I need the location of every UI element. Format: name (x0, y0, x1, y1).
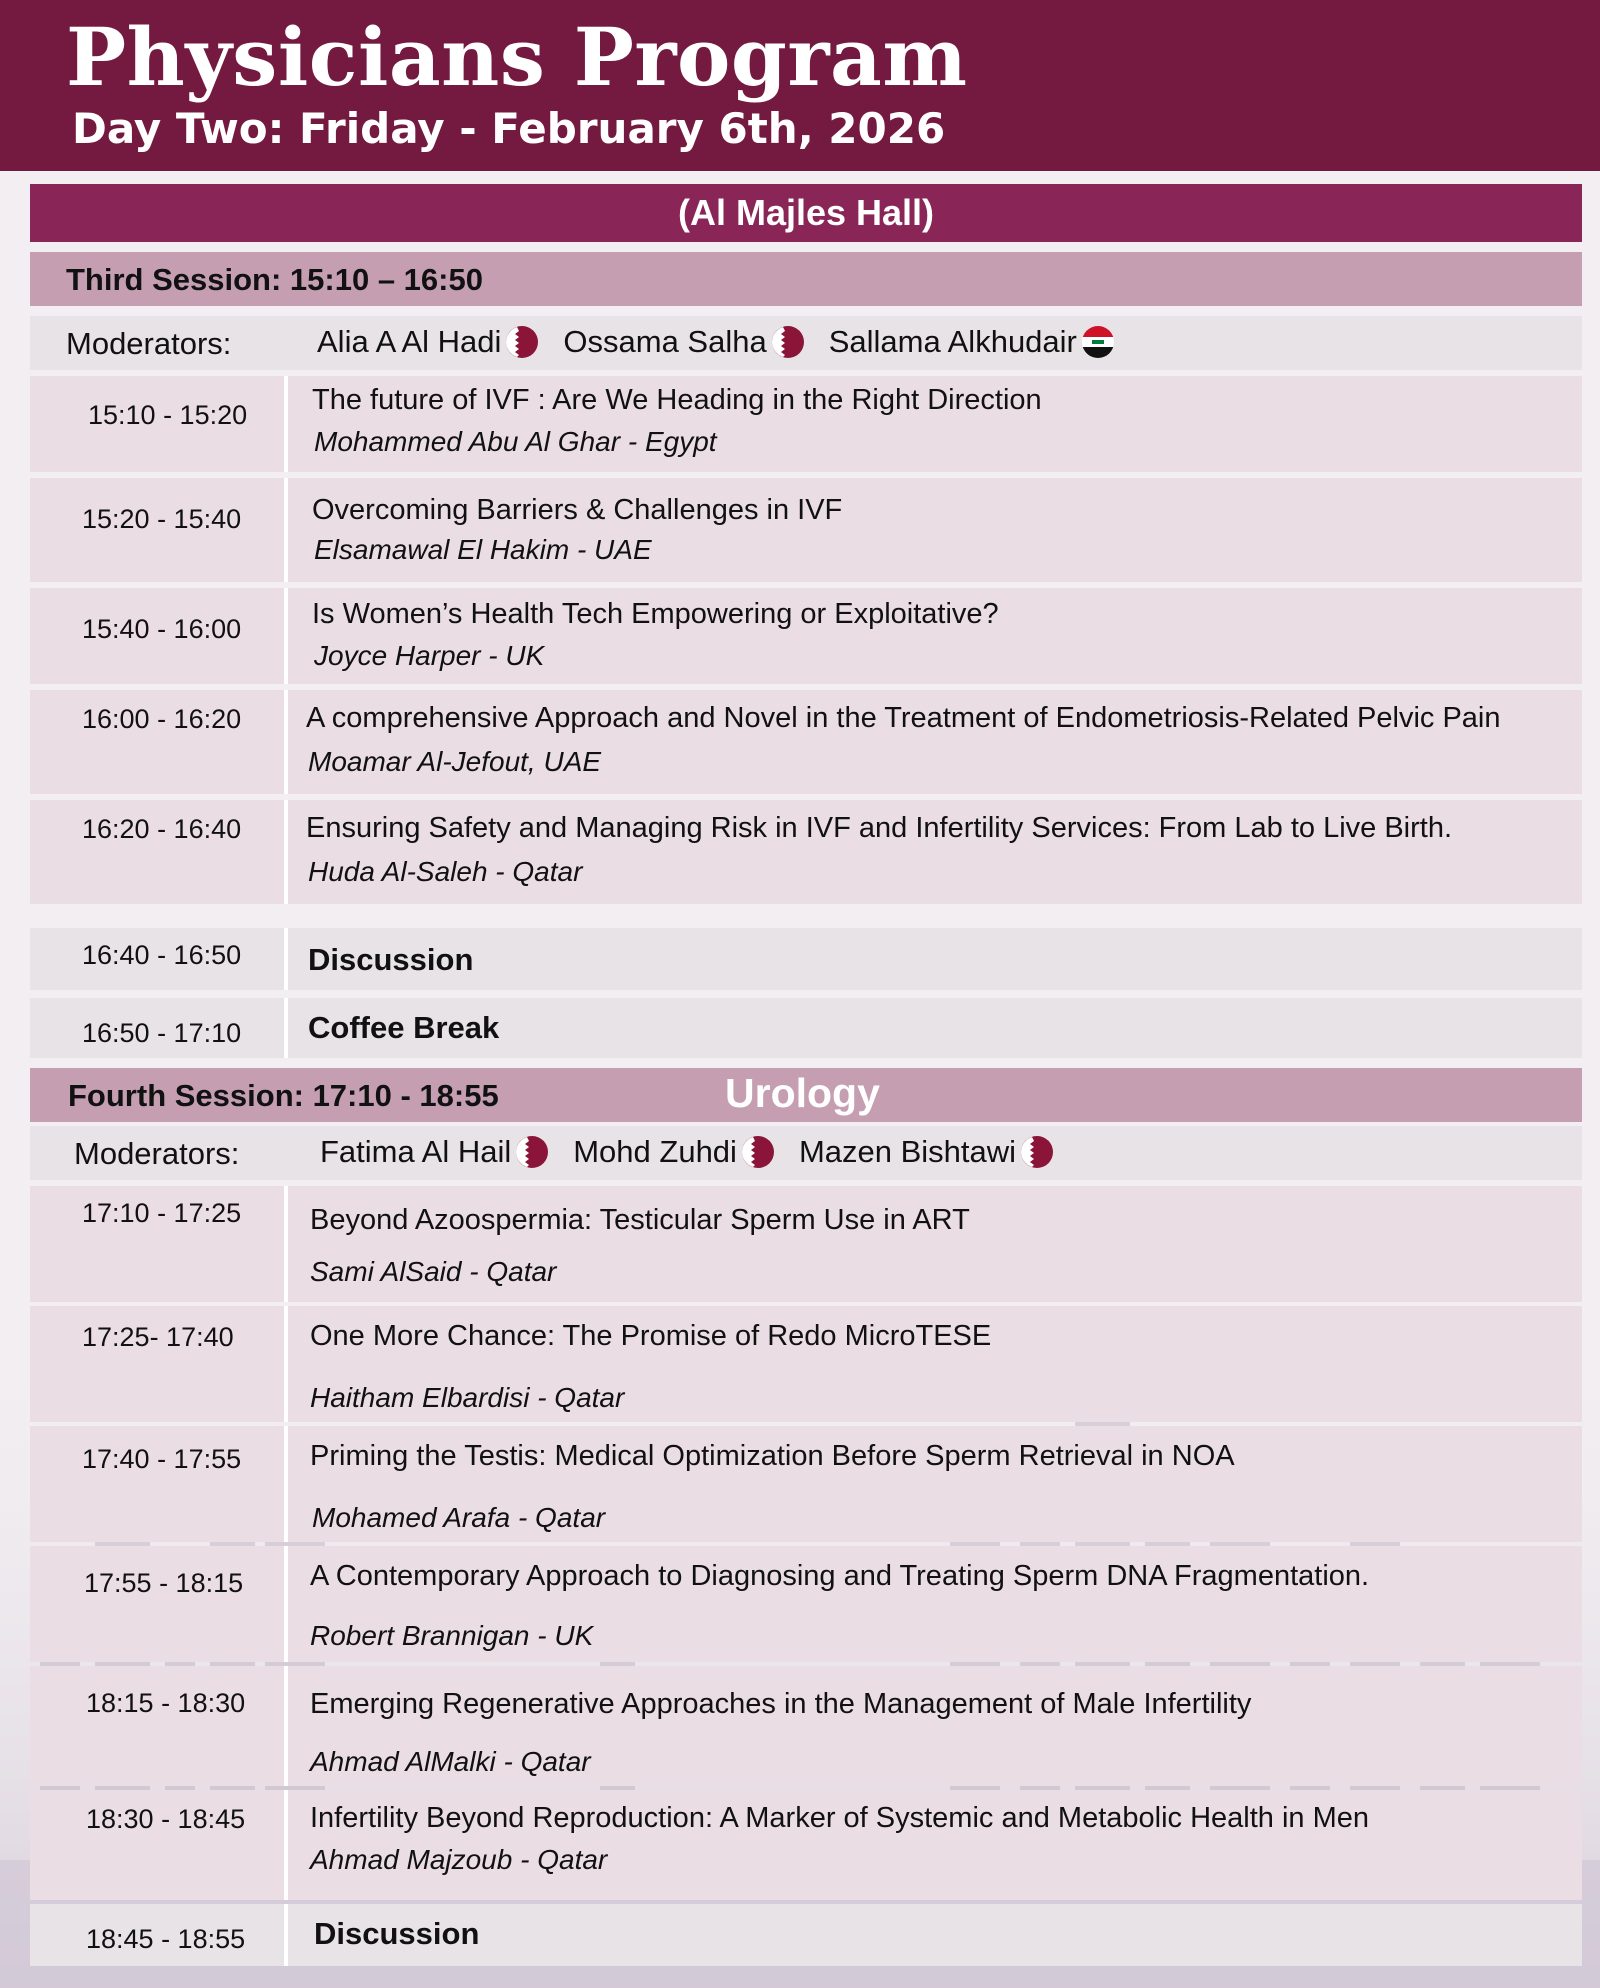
talk-title: A Contemporary Approach to Diagnosing and Treating Sperm DNA Fragmentation. (310, 1560, 1370, 1592)
time-cell (30, 1666, 288, 1786)
coffee-break-label: Coffee Break (308, 1010, 500, 1045)
speaker-name: Mohamed Arafa - Qatar (312, 1502, 606, 1533)
coffee-break-row (30, 998, 1582, 1058)
moderators-list (317, 324, 1115, 360)
coffee-break-cell (288, 998, 1582, 1058)
talk-cell (288, 588, 1582, 684)
time-slot: 15:20 - 15:40 (82, 504, 242, 534)
speaker-name: Mohammed Abu Al Ghar - Egypt (314, 426, 717, 457)
schedule-row (30, 1186, 1582, 1302)
qatar-flag-icon (1020, 1135, 1054, 1169)
qatar-flag-icon (771, 325, 805, 359)
schedule-row (30, 376, 1582, 472)
talk-title: One More Chance: The Promise of Redo MicroTESE (310, 1320, 992, 1352)
moderator (829, 324, 1115, 360)
moderators-label: Moderators: (66, 326, 232, 361)
talk-cell (288, 1666, 1582, 1786)
time-slot: 17:55 - 18:15 (84, 1568, 244, 1598)
time-cell (30, 1904, 288, 1966)
discussion-row (30, 1904, 1582, 1966)
time-cell (30, 800, 288, 904)
time-cell (30, 690, 288, 794)
speaker-name: Elsamawal El Hakim - UAE (314, 534, 652, 565)
moderator (320, 1134, 549, 1170)
talk-cell (288, 690, 1582, 794)
time-cell (30, 1306, 288, 1422)
program-title: Physicians Program (66, 10, 968, 104)
speaker-name: Robert Brannigan - UK (310, 1620, 594, 1651)
time-cell (30, 998, 288, 1058)
talk-cell (288, 1306, 1582, 1422)
fourth-session-moderators-row (30, 1126, 1582, 1180)
session-topic: Urology (725, 1070, 880, 1116)
schedule-row (30, 478, 1582, 582)
talk-title: Priming the Testis: Medical Optimization Before Sperm Retrieval in NOA (310, 1440, 1235, 1472)
talk-title: Overcoming Barriers & Challenges in IVF (312, 494, 843, 526)
speaker-name: Moamar Al-Jefout, UAE (308, 746, 602, 777)
qatar-flag-icon (741, 1135, 775, 1169)
speaker-name: Ahmad Majzoub - Qatar (310, 1844, 608, 1875)
time-cell (30, 1546, 288, 1662)
moderator (563, 324, 804, 360)
schedule-row (30, 1426, 1582, 1542)
time-slot: 17:40 - 17:55 (82, 1444, 242, 1474)
moderator (317, 324, 539, 360)
talk-title: Ensuring Safety and Managing Risk in IVF and Infertility Services: From Lab to Live Birth. (306, 812, 1453, 844)
talk-title: Infertility Beyond Reproduction: A Marker of Systemic and Metabolic Health in Men (310, 1802, 1370, 1834)
program-header (0, 0, 1600, 171)
time-slot: 16:20 - 16:40 (82, 814, 242, 844)
time-cell (30, 1426, 288, 1542)
time-cell (30, 1186, 288, 1302)
time-slot: 16:40 - 16:50 (82, 940, 242, 970)
talk-cell (288, 478, 1582, 582)
moderator (573, 1134, 775, 1170)
moderator-name: Mazen Bishtawi (798, 1134, 1017, 1169)
schedule-row (30, 800, 1582, 904)
moderators-list (320, 1134, 1054, 1170)
fourth-session-bar (30, 1068, 1582, 1122)
qatar-flag-icon (515, 1135, 549, 1169)
discussion-label: Discussion (314, 1916, 480, 1951)
time-slot: 17:10 - 17:25 (82, 1198, 242, 1228)
time-slot: 15:10 - 15:20 (88, 400, 248, 430)
time-cell (30, 928, 288, 990)
speaker-name: Haitham Elbardisi - Qatar (310, 1382, 625, 1413)
time-slot: 16:00 - 16:20 (82, 704, 242, 734)
talk-title: A comprehensive Approach and Novel in the Treatment of Endometriosis-Related Pelvic Pain (306, 702, 1501, 734)
discussion-row (30, 928, 1582, 990)
talk-cell (288, 1790, 1582, 1900)
talk-cell (288, 376, 1582, 472)
speaker-name: Huda Al-Saleh - Qatar (308, 856, 583, 887)
talk-cell (288, 1186, 1582, 1302)
time-cell (30, 588, 288, 684)
talk-cell (288, 1546, 1582, 1662)
discussion-cell (288, 1904, 1582, 1966)
time-slot: 17:25- 17:40 (82, 1322, 234, 1352)
speaker-name: Sami AlSaid - Qatar (310, 1256, 557, 1287)
talk-title: Is Women’s Health Tech Empowering or Exploitative? (312, 598, 999, 630)
third-session-bar (30, 252, 1582, 306)
discussion-cell (288, 928, 1582, 990)
moderator-name: Mohd Zuhdi (573, 1134, 737, 1169)
schedule-row (30, 588, 1582, 684)
session-label: Third Session: 15:10 – 16:50 (66, 262, 483, 297)
talk-title: Beyond Azoospermia: Testicular Sperm Use in ART (310, 1204, 970, 1236)
moderator-name: Alia A Al Hadi (317, 324, 502, 359)
moderators-label: Moderators: (74, 1136, 240, 1171)
moderator-name: Sallama Alkhudair (828, 324, 1077, 359)
time-slot: 18:45 - 18:55 (86, 1924, 246, 1954)
talk-cell (288, 1426, 1582, 1542)
session-label: Fourth Session: 17:10 - 18:55 (68, 1078, 499, 1113)
time-slot: 18:15 - 18:30 (86, 1688, 246, 1718)
time-slot: 16:50 - 17:10 (82, 1018, 242, 1048)
qatar-flag-icon (505, 325, 539, 359)
program-subtitle: Day Two: Friday - February 6th, 2026 (72, 104, 946, 153)
moderator-name: Fatima Al Hail (320, 1134, 512, 1169)
talk-title: The future of IVF : Are We Heading in the Right Direction (312, 384, 1042, 416)
discussion-label: Discussion (308, 942, 474, 977)
speaker-name: Ahmad AlMalki - Qatar (310, 1746, 591, 1777)
schedule-row (30, 1306, 1582, 1422)
time-cell (30, 478, 288, 582)
schedule-row (30, 1546, 1582, 1662)
time-cell (30, 1790, 288, 1900)
moderator-name: Ossama Salha (563, 324, 767, 359)
third-session-moderators-row (30, 316, 1582, 370)
speaker-name: Joyce Harper - UK (314, 640, 545, 671)
talk-cell (288, 800, 1582, 904)
schedule-row (30, 690, 1582, 794)
time-slot: 15:40 - 16:00 (82, 614, 242, 644)
moderator (799, 1134, 1054, 1170)
time-cell (30, 376, 288, 472)
iraq-flag-icon (1081, 325, 1115, 359)
schedule-row (30, 1790, 1582, 1900)
time-slot: 18:30 - 18:45 (86, 1804, 246, 1834)
talk-title: Emerging Regenerative Approaches in the Management of Male Infertility (310, 1688, 1252, 1720)
hall-bar: (Al Majles Hall) (30, 184, 1582, 242)
schedule-row (30, 1666, 1582, 1786)
